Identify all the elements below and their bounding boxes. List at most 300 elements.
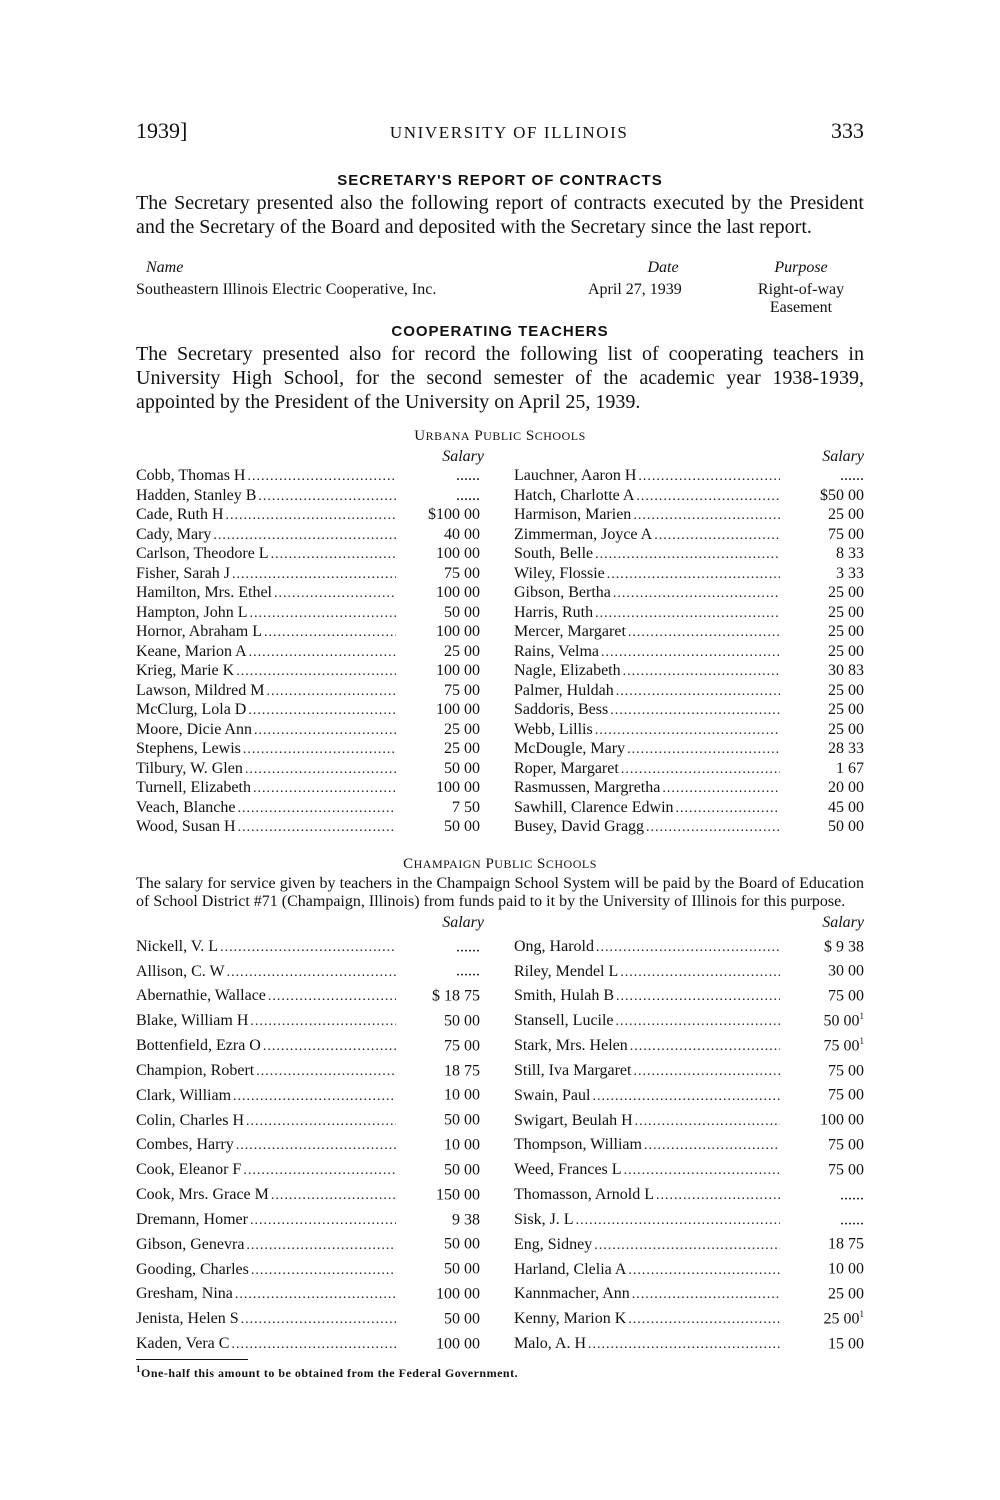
teacher-row: [500, 779, 864, 799]
salary-amount: [782, 1206, 864, 1230]
dot-leader: [243, 1162, 396, 1181]
salary-amount: [398, 1106, 480, 1130]
salary-value: 28 33: [828, 740, 864, 757]
salary-value: 50 00: [444, 818, 480, 835]
dot-leader: [238, 800, 396, 819]
champaign-title: [136, 856, 864, 873]
page-number: 333: [830, 118, 864, 143]
teacher-row: [136, 1032, 500, 1057]
salary-value: 50 00: [823, 1012, 860, 1030]
salary-value: $50 00: [820, 486, 864, 504]
teacher-row: [136, 1007, 500, 1032]
champaign-title-part: UBLIC: [494, 856, 533, 871]
salary-amount: [398, 799, 480, 818]
document-page: [136, 118, 864, 1381]
salary-value: 8 33: [836, 545, 864, 562]
salary-amount: [782, 818, 864, 837]
teacher-row: [136, 1230, 500, 1255]
urbana-left-column: [136, 467, 500, 838]
salary-value: 50 00: [444, 1235, 480, 1253]
teacher-row: [136, 933, 500, 958]
teacher-row: [136, 779, 500, 799]
salary-value: 25 00: [444, 642, 480, 660]
salary-amount: [782, 1230, 864, 1254]
salary-value: 45 00: [828, 798, 864, 816]
salary-value: 100 00: [436, 1285, 480, 1303]
teacher-name: South, Belle: [514, 545, 594, 562]
teacher-name: Lawson, Mildred M: [136, 681, 265, 699]
dot-leader: [656, 1187, 780, 1206]
teacher-name: Zimmerman, Joyce A: [514, 525, 653, 543]
salary-value: $ 18 75: [432, 987, 480, 1005]
teacher-row: [136, 1081, 500, 1106]
salary-amount: [782, 1181, 864, 1205]
dot-leader: [616, 988, 780, 1007]
teacher-name: Rasmussen, Margretha: [514, 779, 661, 796]
salary-amount: [398, 662, 480, 681]
teacher-row: [500, 1081, 864, 1106]
teacher-row: [500, 682, 864, 702]
champaign-left-column: [136, 933, 500, 1355]
salary-value: 50 00: [444, 759, 480, 777]
salary-value: 10 00: [444, 1136, 480, 1154]
salary-value: 75 00: [444, 681, 480, 699]
teacher-name: Wiley, Flossie: [514, 564, 605, 582]
salary-value: 25 00: [828, 1285, 864, 1303]
teacher-row: [500, 1206, 864, 1231]
salary-amount: [782, 1330, 864, 1354]
salary-amount: [782, 1057, 864, 1081]
teacher-row: [500, 740, 864, 760]
teacher-name: McClurg, Lola D: [136, 701, 247, 718]
teacher-row: [136, 1131, 500, 1156]
salary-value: ......: [456, 937, 480, 955]
dot-leader: [588, 1336, 780, 1355]
salary-value: ......: [840, 1186, 864, 1204]
salary-amount: [398, 526, 480, 545]
salary-value: 25 00: [828, 681, 864, 699]
champaign-right-column: [500, 933, 864, 1355]
salary-value: 25 00: [828, 623, 864, 640]
teacher-row: [500, 982, 864, 1007]
salary-value: 18 75: [444, 1061, 480, 1079]
salary-amount: [782, 760, 864, 779]
salary-amount: [398, 584, 480, 603]
teacher-row: [500, 565, 864, 585]
salary-label: Salary: [822, 913, 864, 931]
salary-value: 100 00: [820, 1111, 864, 1129]
dot-leader: [628, 1262, 780, 1281]
salary-amount: [782, 1081, 864, 1105]
teacher-row: [136, 799, 500, 819]
salary-amount: [782, 604, 864, 623]
salary-value: 50 00: [444, 1161, 480, 1179]
teacher-row: [136, 565, 500, 585]
teacher-row: [136, 545, 500, 565]
salary-amount: [782, 584, 864, 603]
salary-value: 25 00: [828, 603, 864, 621]
dot-leader: [213, 527, 396, 546]
dot-leader: [241, 1311, 396, 1330]
teacher-row: [136, 604, 500, 624]
dot-leader: [274, 585, 396, 604]
salary-amount: [398, 933, 480, 957]
salary-value: 75 00: [823, 1037, 860, 1055]
salary-amount: [782, 467, 864, 486]
teacher-name: Kannmacher, Ann: [514, 1285, 630, 1303]
contracts-heading: SECRETARY'S REPORT OF CONTRACTS: [337, 172, 663, 189]
running-head: [136, 118, 864, 164]
teacher-name: Swigart, Beulah H: [514, 1111, 633, 1129]
contract-purpose-line2: Easement: [769, 299, 833, 316]
cooperating-heading: COOPERATING TEACHERS: [391, 323, 609, 340]
salary-amount: [782, 1156, 864, 1180]
footnote-ref: 1: [859, 1010, 864, 1021]
dot-leader: [633, 507, 780, 526]
teacher-row: [500, 1106, 864, 1131]
teacher-name: Keane, Marion A: [136, 642, 247, 660]
teacher-name: Cade, Ruth H: [136, 506, 224, 523]
salary-amount: [782, 933, 864, 957]
salary-value: 30 00: [828, 962, 864, 980]
teacher-name: Jenista, Helen S: [136, 1310, 239, 1328]
salary-value: 25 00: [828, 584, 864, 601]
dot-leader: [220, 939, 396, 958]
urbana-roster: [136, 467, 864, 838]
dot-leader: [628, 624, 780, 643]
teacher-name: Abernathie, Wallace: [136, 987, 266, 1005]
champaign-note: The salary for service given by teachers in the Champaign School System will be paid by the Board of Education of School District #71 (Champaign, Illinois) from funds paid to it by the University of Illinois for this purpose.: [136, 874, 864, 910]
dot-leader: [258, 488, 396, 507]
teacher-name: Wood, Susan H: [136, 818, 236, 835]
contract-name: Southeastern Illinois Electric Cooperative, Inc.: [136, 281, 437, 298]
salary-label: Salary: [442, 448, 484, 465]
teacher-name: Gibson, Bertha: [514, 584, 611, 601]
running-head-year: 1939]: [136, 118, 188, 143]
salary-value: 75 00: [828, 1086, 864, 1104]
contracts-col-name: Name: [146, 259, 184, 276]
teacher-row: [500, 487, 864, 507]
teacher-row: [500, 760, 864, 780]
salary-value: 3 33: [836, 564, 864, 582]
teacher-row: [500, 467, 864, 487]
salary-amount: [782, 721, 864, 740]
teacher-row: [500, 526, 864, 546]
salary-amount: [398, 604, 480, 623]
salary-value: 50 00: [444, 1310, 480, 1328]
teacher-name: Harland, Clelia A: [514, 1260, 627, 1278]
salary-value: 50 00: [444, 1260, 480, 1278]
dot-leader: [613, 585, 780, 604]
urbana-title-part: RBANA: [425, 429, 471, 443]
teacher-row: [500, 957, 864, 982]
contracts-col-date: Date: [647, 259, 679, 276]
teacher-row: [500, 643, 864, 663]
dot-leader: [271, 1187, 396, 1206]
champaign-title-part: CHOOLS: [545, 856, 597, 871]
teacher-row: [136, 982, 500, 1007]
salary-amount: [782, 487, 864, 506]
salary-amount: [782, 1305, 864, 1329]
teacher-row: [136, 1106, 500, 1131]
dot-leader: [245, 761, 396, 780]
salary-value: 50 00: [828, 818, 864, 835]
teacher-row: [136, 1156, 500, 1181]
teacher-row: [136, 584, 500, 604]
salary-amount: [782, 565, 864, 584]
salary-amount: [398, 1156, 480, 1180]
teacher-row: [500, 584, 864, 604]
dot-leader: [596, 939, 780, 958]
teacher-row: [136, 740, 500, 760]
teacher-name: Combes, Harry: [136, 1136, 234, 1154]
salary-value: 50 00: [444, 1111, 480, 1129]
dot-leader: [616, 683, 780, 702]
dot-leader: [254, 722, 396, 741]
salary-value: 7 50: [452, 798, 480, 816]
teacher-row: [500, 1330, 864, 1355]
dot-leader: [616, 1013, 780, 1032]
dot-leader: [601, 644, 780, 663]
teacher-name: Smith, Hulah B: [514, 987, 615, 1005]
salary-value: 150 00: [436, 1186, 480, 1204]
salary-value: 25 00: [828, 506, 864, 523]
salary-value: 25 00: [828, 701, 864, 718]
teacher-name: Ong, Harold: [514, 937, 594, 955]
salary-value: ......: [456, 486, 480, 504]
urbana-title-part: CHOOLS: [534, 429, 586, 443]
teacher-name: Busey, David Gragg: [514, 818, 645, 835]
dot-leader: [654, 527, 780, 546]
dot-leader: [235, 1286, 396, 1305]
salary-amount: [782, 799, 864, 818]
salary-amount: [782, 623, 864, 642]
dot-leader: [646, 819, 780, 838]
salary-amount: [398, 565, 480, 584]
teacher-name: Cook, Mrs. Grace M: [136, 1186, 269, 1204]
teacher-name: Saddoris, Bess: [514, 701, 609, 718]
salary-amount: [398, 1181, 480, 1205]
urbana-salary-headers: [136, 447, 864, 467]
salary-amount: [782, 740, 864, 759]
dot-leader: [246, 1237, 396, 1256]
teacher-row: [500, 1230, 864, 1255]
champaign-salary-headers: [136, 913, 864, 933]
champaign-title-part: C: [403, 855, 414, 872]
teacher-row: [136, 721, 500, 741]
dot-leader: [231, 1336, 396, 1355]
salary-value: 50 00: [444, 603, 480, 621]
dot-leader: [624, 1162, 780, 1181]
dot-leader: [248, 702, 396, 721]
dot-leader: [635, 1113, 780, 1132]
dot-leader: [251, 1262, 396, 1281]
salary-amount: [398, 467, 480, 486]
salary-amount: [398, 982, 480, 1006]
teacher-row: [136, 1206, 500, 1231]
teacher-row: [136, 957, 500, 982]
teacher-name: Hatch, Charlotte A: [514, 486, 635, 504]
salary-value: 75 00: [828, 1061, 864, 1079]
teacher-name: Stephens, Lewis: [136, 740, 241, 757]
teacher-row: [500, 506, 864, 526]
salary-value: 100 00: [436, 1335, 480, 1353]
salary-amount: [782, 1255, 864, 1279]
salary-value: 20 00: [828, 779, 864, 796]
salary-value: 9 38: [452, 1210, 480, 1228]
salary-value: 75 00: [444, 564, 480, 582]
footnote-marker: 1: [136, 1363, 141, 1374]
teacher-row: [136, 1181, 500, 1206]
salary-amount: [398, 1305, 480, 1329]
teacher-row: [136, 623, 500, 643]
teacher-row: [136, 487, 500, 507]
teacher-name: Hampton, John L: [136, 603, 248, 621]
salary-value: 15 00: [828, 1335, 864, 1353]
dot-leader: [662, 780, 780, 799]
teacher-name: Cobb, Thomas H: [136, 467, 246, 484]
contract-purpose-line1: Right-of-way: [757, 281, 845, 298]
salary-value: ......: [456, 467, 480, 484]
salary-amount: [398, 682, 480, 701]
salary-value: 75 00: [828, 987, 864, 1005]
dot-leader: [227, 964, 396, 983]
teacher-name: Mercer, Margaret: [514, 623, 626, 640]
dot-leader: [266, 683, 396, 702]
salary-value: 100 00: [436, 545, 480, 562]
teacher-row: [500, 1255, 864, 1280]
teacher-name: Cady, Mary: [136, 525, 212, 543]
salary-value: 1 67: [836, 759, 864, 777]
salary-amount: [398, 1230, 480, 1254]
salary-amount: [398, 545, 480, 564]
salary-amount: [398, 740, 480, 759]
teacher-name: Gibson, Genevra: [136, 1235, 245, 1253]
salary-label: Salary: [442, 913, 484, 931]
footnote-ref: 1: [859, 1308, 864, 1319]
teacher-name: Tilbury, W. Glen: [136, 759, 243, 777]
champaign-title-part: S: [537, 855, 546, 872]
teacher-name: Moore, Dicie Ann: [136, 720, 252, 738]
salary-value: 100 00: [436, 584, 480, 601]
teacher-name: McDougle, Mary: [514, 740, 626, 757]
teacher-row: [500, 799, 864, 819]
dot-leader: [638, 468, 780, 487]
dot-leader: [592, 1088, 780, 1107]
footnote-ref: 1: [859, 1035, 864, 1046]
salary-value: $100 00: [428, 506, 480, 523]
champaign-title-part: P: [485, 855, 495, 872]
salary-amount: [782, 545, 864, 564]
teacher-name: Kenny, Marion K: [514, 1310, 627, 1328]
teacher-row: [500, 604, 864, 624]
running-head-title: UNIVERSITY OF ILLINOIS: [389, 123, 629, 142]
salary-amount: [398, 1206, 480, 1230]
salary-value: 25 00: [828, 642, 864, 660]
salary-amount: [398, 1131, 480, 1155]
teacher-name: Kaden, Vera C: [136, 1335, 230, 1353]
dot-leader: [247, 468, 396, 487]
teacher-name: Still, Iva Margaret: [514, 1061, 632, 1079]
salary-amount: [398, 779, 480, 798]
dot-leader: [246, 1113, 396, 1132]
teacher-name: Turnell, Elizabeth: [136, 779, 251, 796]
teacher-row: [500, 1057, 864, 1082]
teacher-row: [136, 1255, 500, 1280]
dot-leader: [271, 546, 396, 565]
salary-value: $ 9 38: [824, 937, 864, 955]
teacher-name: Allison, C. W: [136, 962, 225, 980]
dot-leader: [264, 624, 396, 643]
cooperating-intro: The Secretary presented also for record the following list of cooperating teachers in University High School, for the second semester of the academic year 1938-1939, appointed by the President of the University on April 25, 1939.: [136, 343, 864, 413]
dot-leader: [250, 1212, 396, 1231]
teacher-name: Webb, Lillis: [514, 720, 593, 738]
salary-amount: [398, 818, 480, 837]
salary-amount: [782, 662, 864, 681]
dot-leader: [627, 741, 780, 760]
salary-value: ......: [840, 1210, 864, 1228]
contract-row: [136, 281, 864, 317]
teacher-name: Krieg, Marie K: [136, 662, 235, 679]
dot-leader: [249, 644, 396, 663]
teacher-name: Eng, Sidney: [514, 1235, 593, 1253]
teacher-row: [500, 1007, 864, 1032]
contracts-intro: The Secretary presented also the following report of contracts executed by the President and the Secretary of the Board and deposited with the Secretary since the last report.: [136, 192, 864, 238]
salary-amount: [398, 957, 480, 981]
salary-value: 75 00: [828, 1161, 864, 1179]
salary-amount: [782, 1032, 864, 1056]
footnote: [136, 1364, 864, 1381]
teacher-row: [136, 1280, 500, 1305]
dot-leader: [620, 964, 780, 983]
dot-leader: [236, 663, 396, 682]
urbana-title-part: P: [474, 428, 484, 444]
salary-value: 25 00: [444, 720, 480, 738]
teacher-name: Palmer, Huldah: [514, 681, 614, 699]
salary-amount: [782, 982, 864, 1006]
teacher-row: [136, 526, 500, 546]
teacher-row: [136, 682, 500, 702]
dot-leader: [233, 1088, 396, 1107]
teacher-row: [500, 701, 864, 721]
urbana-right-column: [500, 467, 864, 838]
salary-value: 40 00: [444, 525, 480, 543]
salary-amount: [782, 506, 864, 525]
salary-value: 10 00: [444, 1086, 480, 1104]
teacher-name: Riley, Mendel L: [514, 962, 619, 980]
dot-leader: [594, 1237, 780, 1256]
salary-amount: [782, 682, 864, 701]
teacher-name: Cook, Eleanor F: [136, 1161, 242, 1179]
teacher-row: [500, 545, 864, 565]
salary-amount: [782, 957, 864, 981]
dot-leader: [595, 722, 780, 741]
salary-value: 100 00: [436, 701, 480, 718]
footnote-text: One-half this amount to be obtained from the Federal Government.: [141, 1365, 519, 1380]
salary-value: 100 00: [436, 662, 480, 679]
dot-leader: [621, 761, 780, 780]
dot-leader: [595, 605, 780, 624]
salary-value: 75 00: [444, 1037, 480, 1055]
salary-amount: [398, 1330, 480, 1354]
dot-leader: [610, 702, 780, 721]
salary-amount: [782, 1131, 864, 1155]
teacher-row: [136, 818, 500, 838]
teacher-name: Roper, Margaret: [514, 759, 619, 777]
teacher-row: [500, 1280, 864, 1305]
teacher-name: Nagle, Elizabeth: [514, 662, 621, 679]
salary-amount: [782, 1106, 864, 1130]
